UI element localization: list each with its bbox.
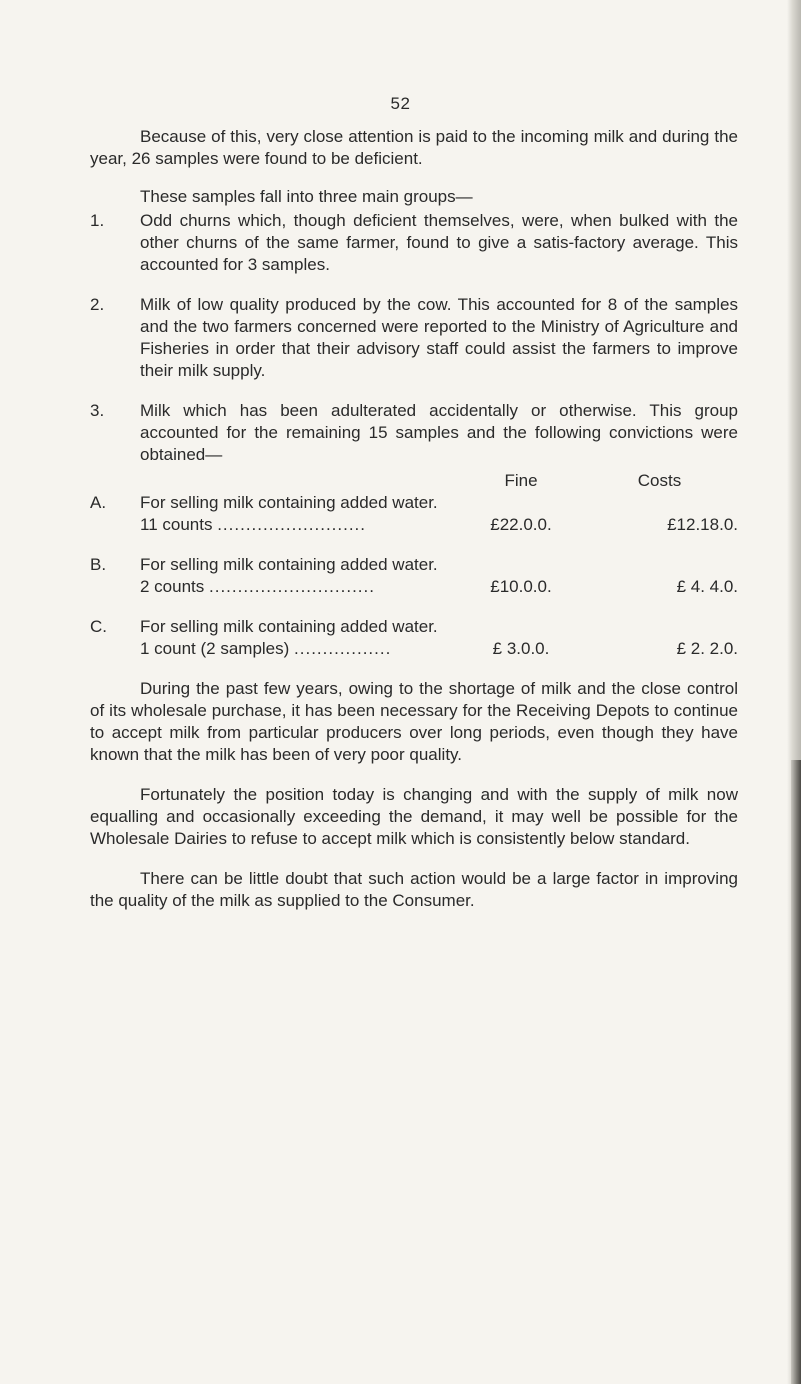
entry-count: 2 counts	[140, 577, 205, 596]
entry-fine: £10.0.0.	[490, 577, 552, 596]
entry-letter: B.	[90, 555, 107, 574]
entry-costs: £ 4. 4.0.	[676, 577, 738, 596]
conviction-entry-a	[90, 492, 738, 536]
entry-description: For selling milk containing added water.	[140, 555, 438, 574]
convictions-table-header	[90, 470, 738, 492]
page-binding-shadow	[791, 760, 801, 1384]
group-text: Milk of low quality produced by the cow. This accounted for 8 of the samples and the two farmers concerned were reported to the Ministry of Agriculture and Fisheries in order that their advisory staff could assist the farmers to improve their milk supply.	[140, 295, 738, 380]
leader-dots: .............................	[209, 577, 375, 596]
entry-fine: £ 3.0.0.	[492, 639, 550, 658]
leader-dots: ..........................	[217, 515, 367, 534]
group-item-3	[90, 400, 738, 466]
paragraph-fortunately: Fortunately the position today is changing and with the supply of milk now equalling and occasionally exceeding the demand, it may well be possible for the Wholesale Dairies to refuse to accept milk which is consistently below standard.	[90, 785, 738, 848]
entry-letter: C.	[90, 617, 107, 636]
group-number: 2.	[90, 295, 105, 314]
group-item-1	[90, 210, 738, 276]
entry-count: 1 count (2 samples)	[140, 639, 290, 658]
group-item-2	[90, 294, 738, 382]
entry-fine: £22.0.0.	[490, 515, 552, 534]
fine-column-header: Fine	[504, 471, 538, 490]
entry-description: For selling milk containing added water.	[140, 493, 438, 512]
page-number: 52	[390, 94, 411, 113]
entry-costs: £ 2. 2.0.	[676, 639, 738, 658]
leader-dots: .................	[294, 639, 392, 658]
groups-intro: These samples fall into three main groups—	[140, 187, 473, 206]
costs-column-header: Costs	[637, 471, 682, 490]
group-text: Milk which has been adulterated accidentally or otherwise. This group accounted for the remaining 15 samples and the following convictions were obtained—	[140, 401, 738, 464]
group-text: Odd churns which, though deficient themselves, were, when bulked with the other churns of the same farmer, found to give a satis-factory average. This accounted for 3 samples.	[140, 211, 738, 274]
entry-costs: £12.18.0.	[667, 515, 738, 534]
conviction-entry-b	[90, 554, 738, 598]
intro-paragraph: Because of this, very close attention is paid to the incoming milk and during the year, 26 samples were found to be deficient.	[90, 127, 738, 168]
group-number: 1.	[90, 211, 105, 230]
entry-description: For selling milk containing added water.	[140, 617, 438, 636]
group-number: 3.	[90, 401, 105, 420]
paragraph-there: There can be little doubt that such action would be a large factor in improving the quality of the milk as supplied to the Consumer.	[90, 869, 738, 910]
entry-count: 11 counts	[140, 515, 213, 534]
paragraph-during: During the past few years, owing to the shortage of milk and the close control of its wholesale purchase, it has been necessary for the Receiving Depots to continue to accept milk from particular producers over long periods, even though they have known that the milk has been of very poor quality.	[90, 679, 738, 764]
conviction-entry-c	[90, 616, 738, 660]
page-content	[90, 126, 738, 912]
entry-letter: A.	[90, 493, 107, 512]
